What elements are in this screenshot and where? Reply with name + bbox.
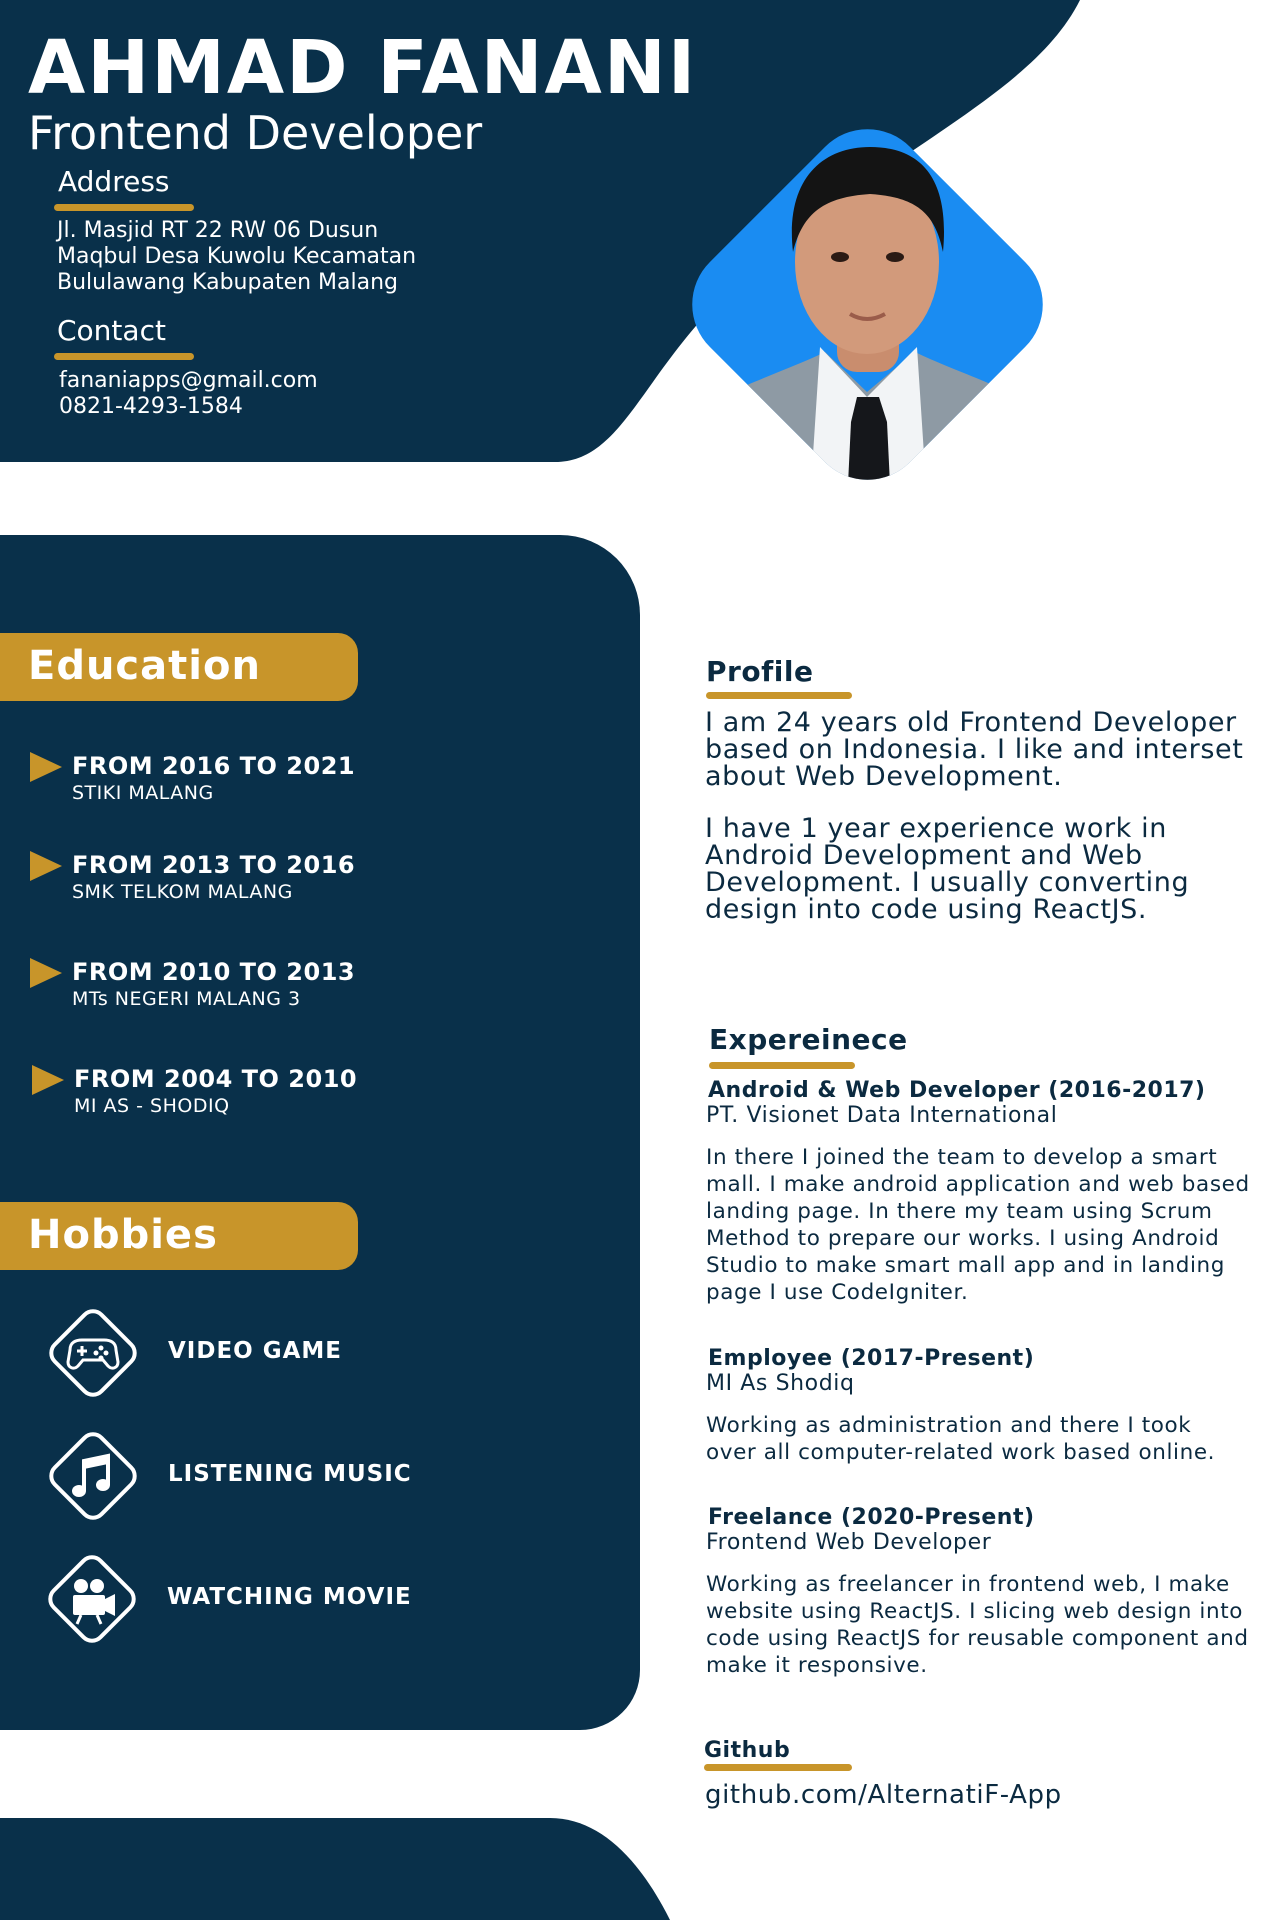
- profile-line: design into code using ReactJS.: [705, 894, 1148, 925]
- job-entry: [706, 1505, 1249, 1679]
- job-title: Freelance (2020-Present): [708, 1505, 1035, 1530]
- education-school: MTs NEGERI MALANG 3: [72, 988, 301, 1010]
- github-heading: Github: [704, 1738, 791, 1763]
- experience-underline: [709, 1062, 855, 1069]
- job-company: PT. Visionet Data International: [706, 1103, 1058, 1128]
- education-years: FROM 2016 TO 2021: [72, 752, 356, 780]
- job-description: [706, 1144, 1250, 1306]
- job-description-line: make it responsive.: [706, 1653, 928, 1678]
- job-description-line: Working as administration and there I took: [706, 1413, 1192, 1438]
- profile-line: I have 1 year experience work in: [705, 813, 1167, 844]
- contact-heading: Contact: [57, 314, 166, 347]
- job-description: [706, 1412, 1215, 1466]
- profile-underline: [706, 692, 852, 699]
- hobby-label: VIDEO GAME: [168, 1338, 342, 1364]
- profile-paragraph: [705, 815, 1189, 923]
- job-description-line: page I use CodeIgniter.: [706, 1280, 969, 1305]
- job-title: Android & Web Developer (2016-2017): [708, 1078, 1206, 1103]
- job-description-line: over all computer-related work based online.: [706, 1440, 1216, 1465]
- education-school: MI AS - SHODIQ: [74, 1095, 230, 1117]
- profile-line: based on Indonesia. I like and interset: [705, 734, 1244, 765]
- gamepad-icon: [38, 1298, 148, 1408]
- profile-heading: Profile: [706, 655, 814, 688]
- education-heading-pill: [0, 633, 358, 701]
- job-description-line: Working as freelancer in frontend web, I make: [706, 1572, 1230, 1597]
- contact-underline: [54, 353, 194, 360]
- profile-photo: [625, 62, 1110, 547]
- candidate-name: AHMAD FANANI: [28, 25, 698, 111]
- job-description: [706, 1571, 1249, 1679]
- address-line: Bululawang Kabupaten Malang: [57, 270, 398, 295]
- triangle-bullet-icon: [30, 958, 62, 988]
- education-years: FROM 2010 TO 2013: [72, 958, 356, 986]
- education-school: SMK TELKOM MALANG: [72, 881, 293, 903]
- profile-paragraph: [705, 709, 1243, 790]
- contact-phone[interactable]: 0821-4293-1584: [59, 394, 243, 419]
- job-entry: [706, 1078, 1250, 1306]
- job-description-line: landing page. In there my team using Scrum: [706, 1199, 1213, 1224]
- github-link[interactable]: github.com/AlternatiF-App: [705, 1780, 1062, 1810]
- education-years: FROM 2004 TO 2010: [74, 1065, 358, 1093]
- job-description-line: code using ReactJS for reusable component and: [706, 1626, 1249, 1651]
- job-description-line: website using ReactJS. I slicing web design into: [706, 1599, 1243, 1624]
- triangle-bullet-icon: [30, 851, 62, 881]
- job-description-line: mall. I make android application and web based: [706, 1172, 1250, 1197]
- job-entry: [706, 1346, 1215, 1466]
- job-title: Employee (2017-Present): [708, 1346, 1035, 1371]
- education-school: STIKI MALANG: [72, 782, 214, 804]
- profile-line: Android Development and Web: [705, 840, 1143, 871]
- footer-background: [0, 1818, 670, 1920]
- job-company: MI As Shodiq: [706, 1371, 855, 1396]
- address-underline: [54, 204, 194, 211]
- job-company: Frontend Web Developer: [706, 1530, 992, 1555]
- profile-line: about Web Development.: [705, 761, 1063, 792]
- movie-camera-icon: [37, 1544, 147, 1654]
- address-line: Maqbul Desa Kuwolu Kecamatan: [57, 244, 417, 269]
- address-text: [57, 218, 416, 296]
- job-description-line: In there I joined the team to develop a smart: [706, 1145, 1218, 1170]
- profile-line: I am 24 years old Frontend Developer: [705, 707, 1237, 738]
- hobby-label: LISTENING MUSIC: [168, 1461, 412, 1487]
- address-line: Jl. Masjid RT 22 RW 06 Dusun: [57, 218, 379, 243]
- contact-text: [59, 368, 318, 420]
- profile-line: Development. I usually converting: [705, 867, 1190, 898]
- hobby-label: WATCHING MOVIE: [167, 1584, 412, 1610]
- address-heading: Address: [58, 165, 170, 198]
- hobbies-heading-pill: [0, 1202, 358, 1270]
- header: [28, 25, 698, 160]
- job-description-line: Studio to make smart mall app and in landing: [706, 1253, 1226, 1278]
- tie: [845, 397, 893, 547]
- triangle-bullet-icon: [32, 1065, 64, 1095]
- job-description-line: Method to prepare our works. I using Android: [706, 1226, 1220, 1251]
- contact-email[interactable]: fananiapps@gmail.com: [59, 368, 318, 393]
- github-underline: [704, 1764, 852, 1771]
- education-heading: Education: [28, 643, 261, 689]
- hobbies-heading: Hobbies: [28, 1212, 218, 1258]
- education-years: FROM 2013 TO 2016: [72, 851, 356, 879]
- music-note-icon: [38, 1421, 148, 1531]
- experience-heading: Expereinece: [709, 1023, 908, 1056]
- candidate-role: Frontend Developer: [28, 106, 483, 160]
- triangle-bullet-icon: [30, 752, 62, 782]
